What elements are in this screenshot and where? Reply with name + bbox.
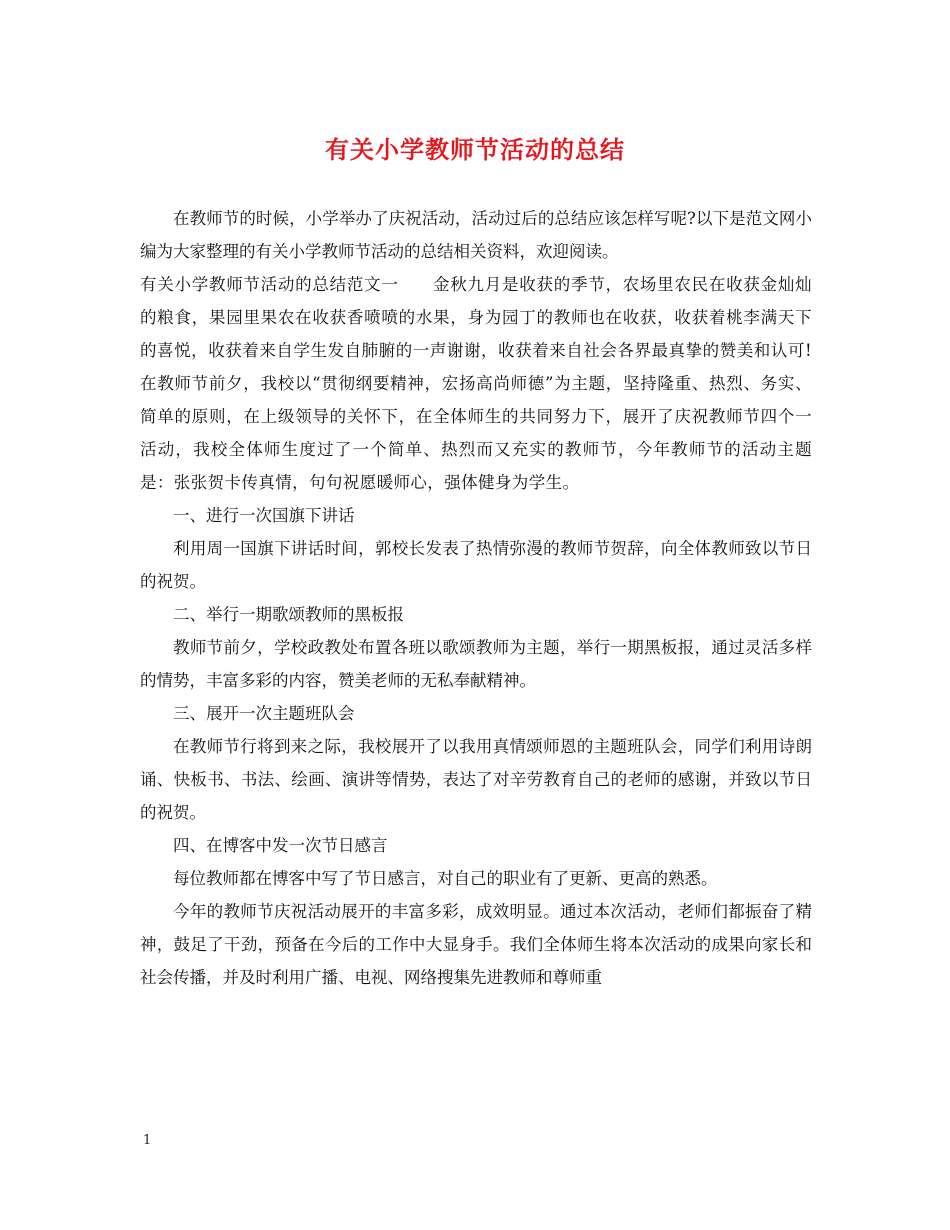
paragraph-section-4: 每位教师都在博客中写了节日感言，对自己的职业有了更新、更高的熟悉。 bbox=[173, 869, 718, 888]
section-heading-2: 二、举行一期歌颂教师的黑板报 bbox=[173, 605, 404, 624]
paragraph-section-2: 教师节前夕，学校政教处布置各班以歌颂教师为主题，举行一期黑板报，通过灵活多样的情势，丰富多彩的内容，赞美老师的无私奉献精神。 bbox=[140, 638, 812, 690]
document-title: 有关小学教师节活动的总结 bbox=[325, 135, 625, 164]
paragraph-section-3: 在教师节行将到来之际，我校展开了以我用真情颂师恩的主题班队会，同学们利用诗朗诵、快板书、书法、绘画、演讲等情势，表达了对辛劳教育自己的老师的感谢，并致以节日的祝贺。 bbox=[140, 737, 812, 822]
section-heading-4: 四、在博客中发一次节日感言 bbox=[173, 836, 388, 855]
document-body bbox=[140, 202, 812, 994]
paragraph-main: 有关小学教师节活动的总结范文一 金秋九月是收获的季节，农场里农民在收获金灿灿的粮食，果园里果农在收获香喷喷的水果，身为园丁的教师也在收获，收获着桃李满天下的喜悦，收获着来自学生发自肺腑的一声谢谢，收获着来自社会各界最真挚的赞美和认可!在教师节前夕，我校以“贯彻纲要精神，宏扬高尚师德”为主题，坚持隆重、热烈、务实、简单的原则，在上级领导的关怀下，在全体师生的共同努力下，展开了庆祝教师节四个一活动，我校全体师生度过了一个简单、热烈而又充实的教师节，今年教师节的活动主题是：张张贺卡传真情，句句祝愿暖师心，强体健身为学生。 bbox=[140, 275, 812, 492]
paragraph-section-1: 利用周一国旗下讲话时间，郭校长发表了热情弥漫的教师节贺辞，向全体教师致以节日的祝贺。 bbox=[140, 539, 812, 591]
page-number: 1 bbox=[143, 1133, 152, 1148]
paragraph-intro: 在教师节的时候，小学举办了庆祝活动，活动过后的总结应该怎样写呢?以下是范文网小编为大家整理的有关小学教师节活动的总结相关资料，欢迎阅读。 bbox=[140, 209, 812, 261]
paragraph-conclusion: 今年的教师节庆祝活动展开的丰富多彩，成效明显。通过本次活动，老师们都振奋了精神，鼓足了干劲，预备在今后的工作中大显身手。我们全体师生将本次活动的成果向家长和社会传播，并及时利用广播、电视、网络搜集先进教师和尊师重 bbox=[140, 902, 812, 987]
section-heading-3: 三、展开一次主题班队会 bbox=[173, 704, 355, 723]
section-heading-1: 一、进行一次国旗下讲话 bbox=[173, 506, 355, 525]
